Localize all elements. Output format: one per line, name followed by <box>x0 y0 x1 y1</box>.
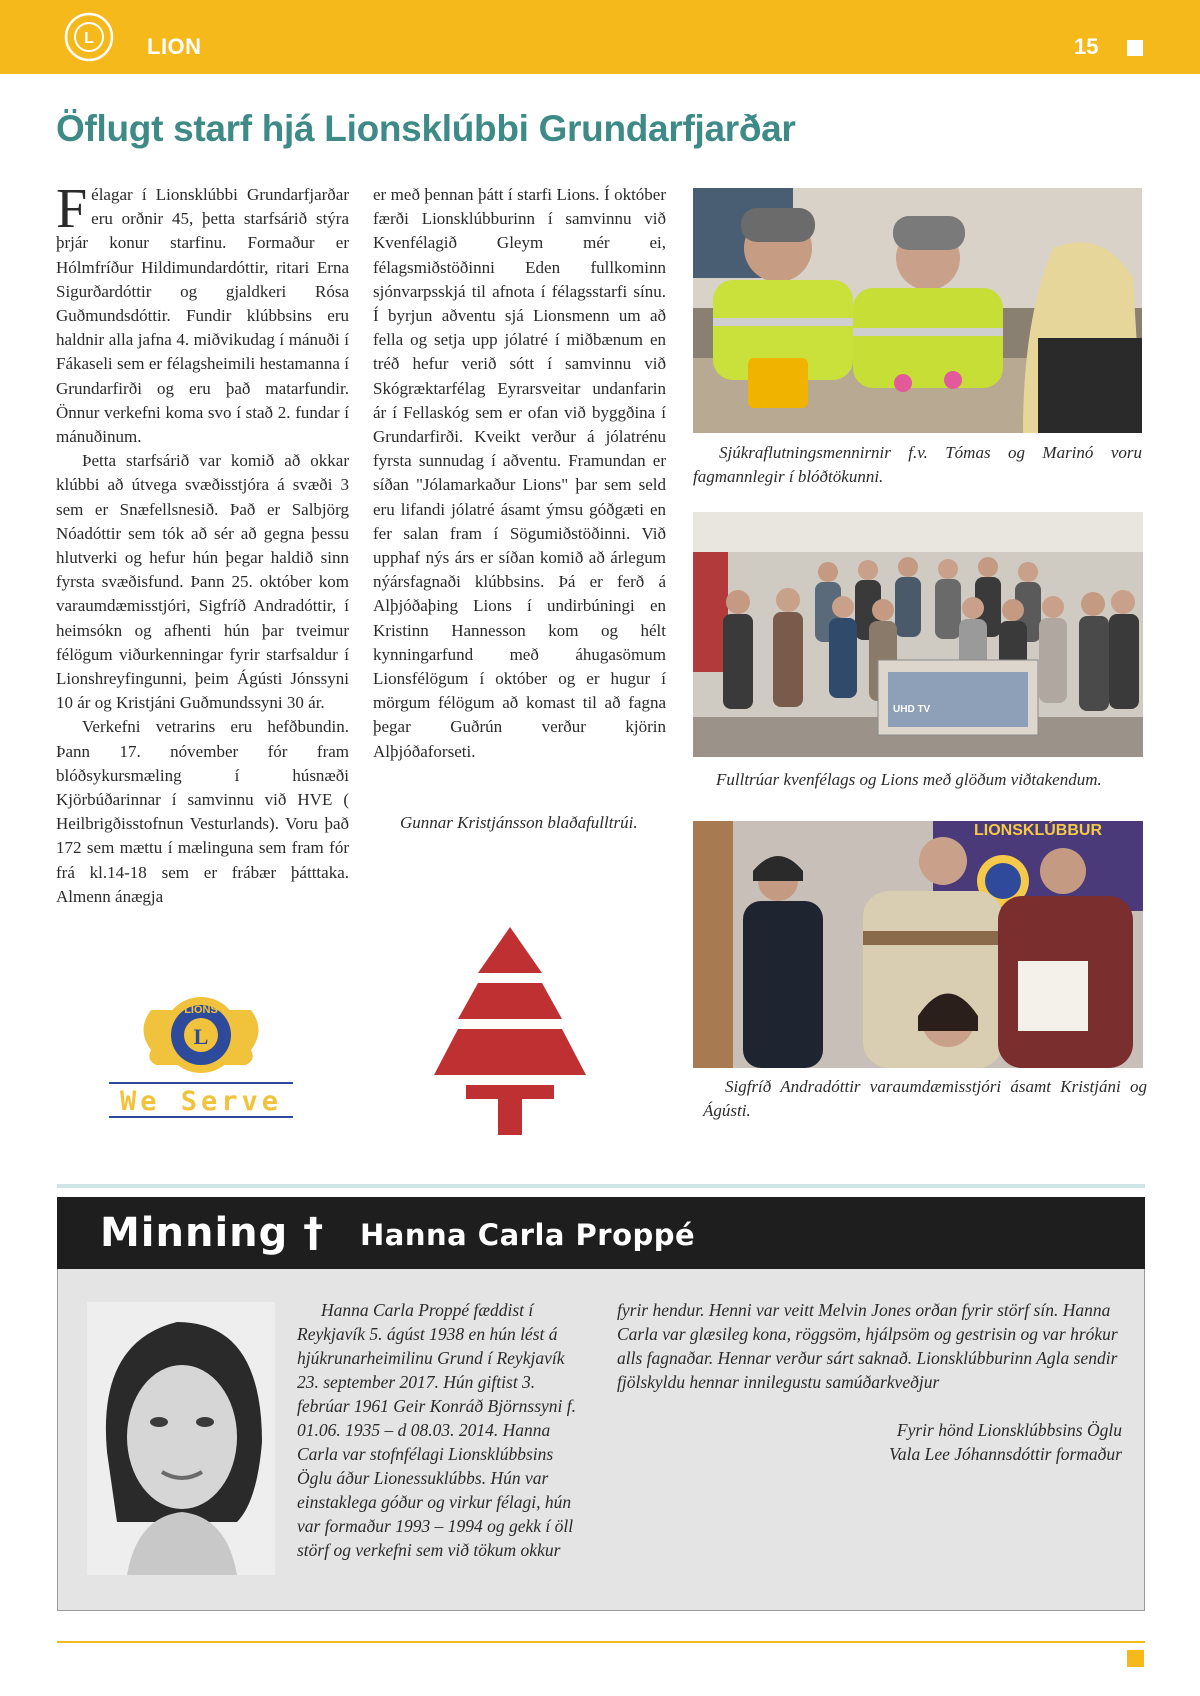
magazine-name: LION <box>147 34 202 59</box>
article-column-2 <box>373 183 666 764</box>
minning-top-rule <box>57 1184 1145 1188</box>
svg-text:L: L <box>193 1024 209 1049</box>
minning-name: Hanna Carla Proppé <box>360 1218 696 1252</box>
page-number: 15 <box>1074 34 1099 59</box>
lions-we-serve-logo <box>106 990 296 1120</box>
photo-caption: Sjúkraflutningsmennirnir f.v. Tómas og Marinó voru fagmannlegir í blóðtökunni. <box>693 443 1142 486</box>
article-column-1 <box>56 178 349 909</box>
lions-logo-text: LIONS <box>184 1004 218 1016</box>
page-header <box>0 0 1200 74</box>
article-signature: Gunnar Kristjánsson blaðafulltrúi. <box>400 813 638 832</box>
svg-text:L: L <box>84 30 94 47</box>
obituary-column-1 <box>297 1298 579 1562</box>
obituary-column-2 <box>617 1298 1122 1466</box>
footer-square <box>1127 1650 1144 1667</box>
photo-paramedics <box>693 188 1142 433</box>
article-paragraph: Félagar í Lionsklúbbi Grundarfjarðar eru orðnir 45, þetta starfsárið stýra þrjár konur starfinu. Formaður er Hólmfríður Hildimundardóttir, ritari Erna Sigurðardóttir og gjaldkeri Rósa Guðmundsdóttir. Fundir klúbbsins eru haldnir alla jafna 4. miðvikudag í mánuði í Fákaseli sem er félagsheimili hestamanna í Grundarfirði og eru það matarfundir. Önnur verkefni koma svo í stað 2. fundar í mánuðinum. <box>56 178 349 447</box>
photo-caption: Fulltrúar kvenfélags og Lions með glöðum viðtakendum. <box>716 770 1102 789</box>
photo-group-tv <box>693 512 1143 757</box>
obituary-text: Hanna Carla Proppé fæddist í Reykjavík 5. ágúst 1938 en hún lést á hjúkrunarheimilinu Grund í Reykjavík 23. september 2017. Hún giftist 3. febrúar 1961 Geir Konráð Björnssyni f. 01.06. 1935 – d 08.03. 2014. Hanna Carla var stofnfélagi Lionsklúbbsins Öglu áður Lionessuklúbbs. Hún var einstaklega góður og virkur félagi, hún var formaður 1993 – 1994 og gekk í öll störf og verkefni sem við tökum okkur <box>297 1300 577 1560</box>
obituary-sign-line: Fyrir hönd Lionsklúbbsins Öglu <box>896 1420 1122 1440</box>
christmas-tree-icon <box>430 927 590 1137</box>
portrait-photo <box>87 1302 275 1575</box>
obituary-sign-line: Vala Lee Jóhannsdóttir formaður <box>889 1444 1122 1464</box>
we-serve-motto: We Serve <box>119 1086 283 1117</box>
article-paragraph: Verkefni vetrarins eru hefðbundin. Þann 17. nóvember fór fram blóðsykursmæling í húsnæði Kjörbúðarinnar í samvinnu við HVE ( Heilbrigðisstofnun Vesturlands). Voru það 172 sem mættu í mælinguna sem fram fór frá kl.14-18 sem er frábær þátttaka. Almenn ánægja <box>56 717 349 906</box>
header-square <box>1127 40 1143 56</box>
obituary-text: fyrir hendur. Henni var veitt Melvin Jones orðan fyrir störf sín. Hanna Carla var glæsileg kona, röggsöm, hjálpsöm og gestrisin og var hrókur alls fagnaðar. Hennar verður sárt saknað. Lionsklúbburinn Agla sendir fjölskyldu hennar innilegustu samúðarkveðjur <box>617 1300 1118 1392</box>
tv-box-label: UHD TV <box>893 704 931 715</box>
article-paragraph: er með þennan þátt í starfi Lions. Í október færði Lionsklúbburinn í samvinnu við Kvenfélagið Gleym mér ei, félagsmiðstöðinni Eden fullkominn sjónvarpsskjá til afnota í félagsstarfi sínu. Í byrjun aðventu sjá Lionsmenn um að fella og setja upp jólatré í miðbænum en tréð hefur verið sótt í samvinnu við Skógræktarfélag Eyrarsveitar undanfarin ár í Fellaskóg sem er ofan við byggðina í Grundarfirði. Kveikt verður á jólatrénu fyrsta sunnudag í aðventu. Framundan er síðan "Jólamarkaður Lions" þar sem seld eru lifandi jólatré ásamt ýmsu góðgæti en fer salan fram í Sögumiðstöðinni. Við upphaf nýs árs er síðan komið að árlegum nýársfagnaði klúbbsins. Þá er ferð á Alþjóðaþing Lions í undirbúningi en Kristinn Hannesson kom og hélt kynningarfund með áhugasömum Lionsfélögum í október og er hugur í mörgum félögum að komast til að fagna þegar Guðrún verður kjörin Alþjóðaforseti. <box>373 185 666 761</box>
footer-rule <box>57 1641 1145 1643</box>
drop-cap: F <box>56 178 88 240</box>
minning-heading: Minning † <box>100 1210 325 1256</box>
article-paragraph: Þetta starfsárið var komið að okkar klúbbi að útvega svæðisstjóra á svæði 3 sem er Snæfellsnesið. Það er Salbjörg Nóadóttir sem tók að sér að gegna þessu hlutverki og hefur hún þegar haldið sinn fyrsta svæðisfund. Þann 25. október kom varaumdæmisstjóri, Sigfríð Andradóttir, í heimsókn og afhenti hún þar tveimur félögum viðurkenningar fyrir starfsaldur í Lionshreyfingunni, þeim Ágústi Jónssyni 10 ár og Kristjáni Guðmundssyni 30 ár. <box>56 451 349 713</box>
photo-award <box>693 821 1143 1068</box>
lions-logo-icon <box>64 12 114 62</box>
article-title: Öflugt starf hjá Lionsklúbbi Grundarfjarðar <box>56 108 796 149</box>
photo-caption: Sigfríð Andradóttir varaumdæmisstjóri ásamt Kristjáni og Ágústi. <box>703 1077 1147 1120</box>
banner-text: LIONSKLÚBBUR <box>974 822 1102 839</box>
